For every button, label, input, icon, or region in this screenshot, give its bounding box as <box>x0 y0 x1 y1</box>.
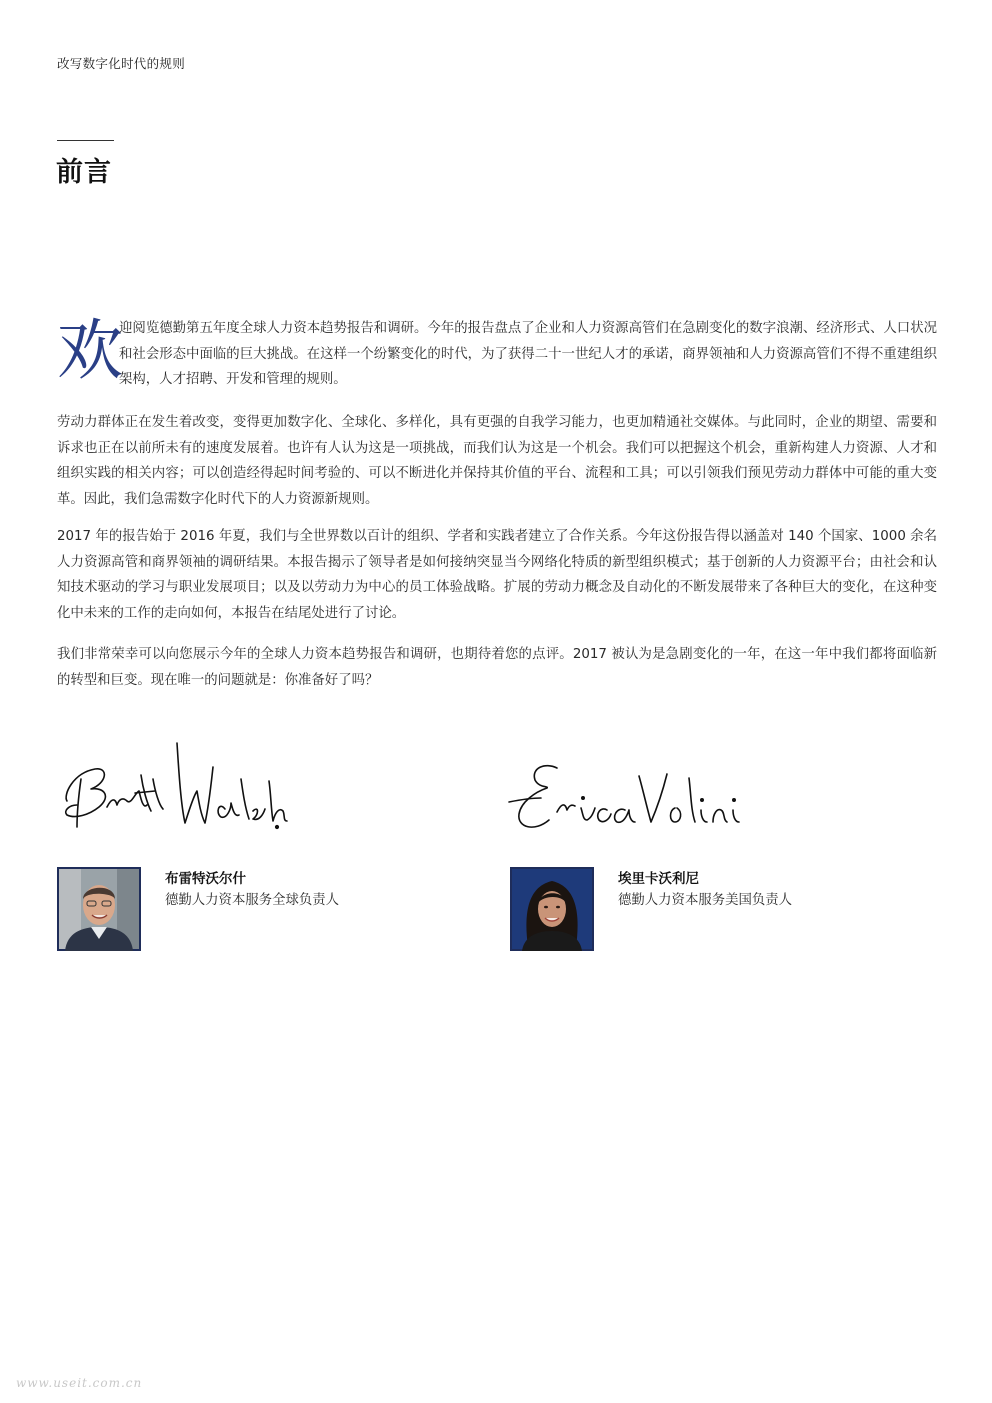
signature-brett-walsh <box>55 735 295 844</box>
portrait-photo <box>57 867 141 951</box>
watermark: www.useit.com.cn <box>16 1376 143 1390</box>
paragraph-report-scope: 2017 年的报告始于 2016 年夏，我们与全世界数以百计的组织、学者和实践者建立了合作关系。今年这份报告得以涵盖对 140 个国家、1000 余名人力资源高管和商界领袖的调研结果。本报告揭示了领导者是如何接纳突显当今网络化特质的新型组织模式；基于创新的人力资源平台；由社会和认知技术驱动的学习与职业发展项目；以及以劳动力为中心的员工体验战略。扩展的劳动力概念及自动化的不断发展带来了各种巨大的变化，在这种变化中未来的工作的走向如何，本报告在结尾处进行了讨论。 <box>57 529 937 621</box>
signatory-role: 德勤人力资本服务全球负责人 <box>165 893 340 908</box>
page-title: 前言 <box>56 157 112 188</box>
portrait-photo <box>510 867 594 951</box>
signatory-role: 德勤人力资本服务美国负责人 <box>618 893 793 908</box>
intro-text: 迎阅览德勤第五年度全球人力资本趋势报告和调研。今年的报告盘点了企业和人力资源高管们在急剧变化的数字浪潮、经济形式、人口状况和社会形态中面临的巨大挑战。在这样一个纷繁变化的时代，为了获得二十一世纪人才的承诺，商界领袖和人力资源高管们不得不重建组织架构，人才招聘、开发和管理的规则。 <box>119 321 937 387</box>
signatory-name: 布雷特沃尔什 <box>165 871 246 887</box>
dropcap: 欢 <box>57 312 123 389</box>
running-header: 改写数字化时代的规则 <box>57 56 186 71</box>
title-rule <box>57 140 114 141</box>
signatory-name: 埃里卡沃利尼 <box>618 871 699 887</box>
signature-erica-volini <box>505 758 755 842</box>
paragraph-closing: 我们非常荣幸可以向您展示今年的全球人力资本趋势报告和调研，也期待着您的点评。2017 被认为是急剧变化的一年，在这一年中我们都将面临新的转型和巨变。现在唯一的问题就是：你准备好了吗？ <box>57 647 937 688</box>
paragraph-workforce: 劳动力群体正在发生着改变，变得更加数字化、全球化、多样化，具有更强的自我学习能力，也更加精通社交媒体。与此同时，企业的期望、需要和诉求也正在以前所未有的速度发展着。也许有人认为这是一项挑战，而我们认为这是一个机会。我们可以把握这个机会，重新构建人力资源、人才和组织实践的相关内容；可以创造经得起时间考验的、可以不断进化并保持其价值的平台、流程和工具；可以引领我们预见劳动力群体中可能的重大变革。因此，我们急需数字化时代下的人力资源新规则。 <box>57 415 937 507</box>
intro-paragraph <box>57 312 937 393</box>
